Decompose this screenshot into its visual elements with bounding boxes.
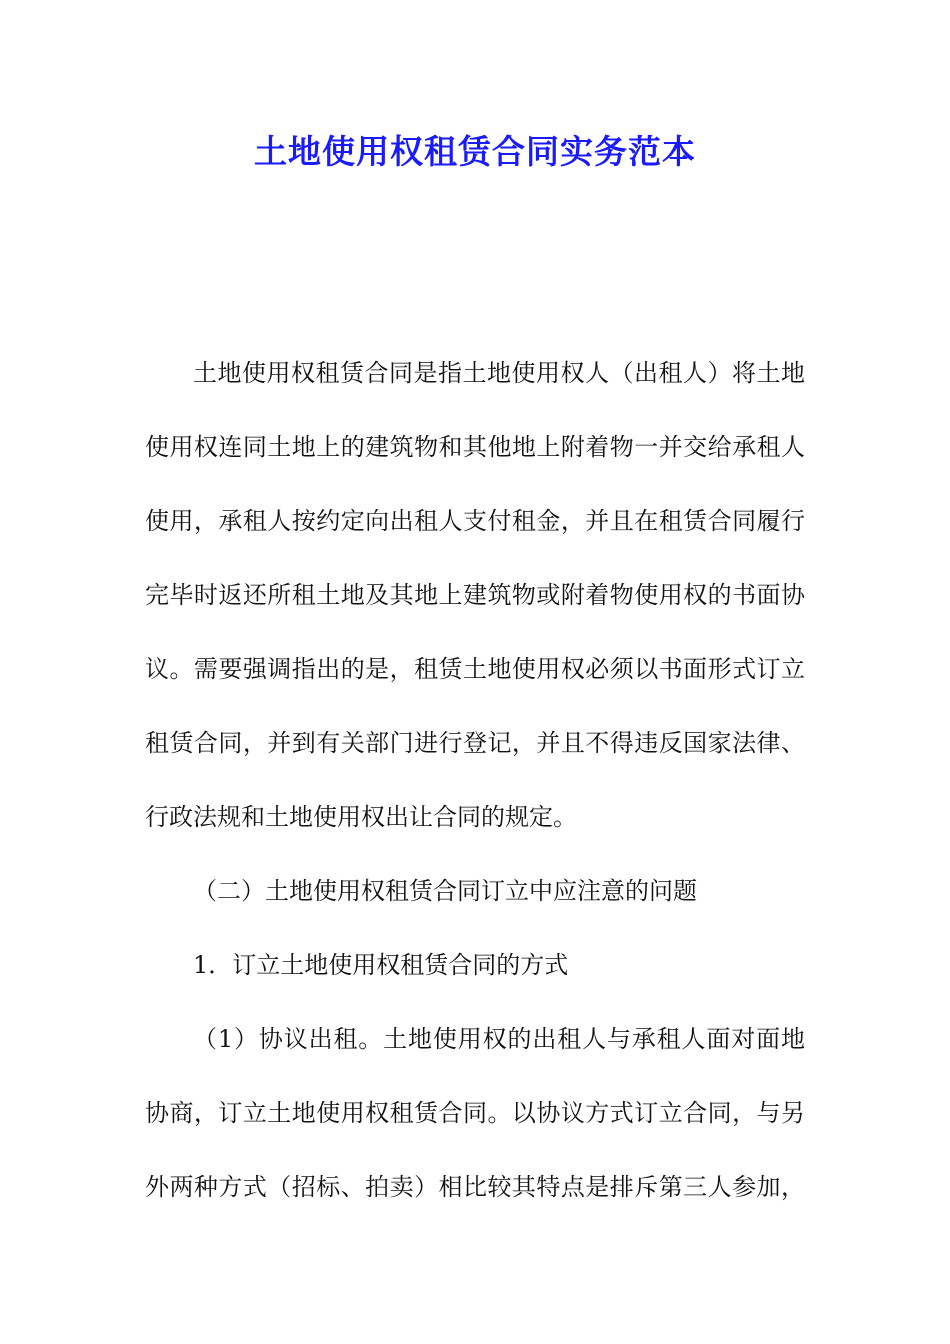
text-line: 1．订立土地使用权租赁合同的方式	[193, 951, 569, 979]
text-line: 使用权连同土地上的建筑物和其他地上附着物一并交给承租人	[145, 433, 805, 461]
text-line: 使用，承租人按约定向出租人支付租金，并且在租赁合同履行	[145, 507, 805, 535]
subsection-heading	[145, 928, 805, 1002]
paragraph-agreement-lease	[145, 1002, 805, 1224]
text-line: 土地使用权租赁合同是指土地使用权人（出租人）将土地	[193, 359, 805, 387]
text-line: 议。需要强调指出的是，租赁土地使用权必须以书面形式订立	[145, 655, 805, 683]
section-heading	[145, 854, 805, 928]
text-line: 外两种方式（招标、拍卖）相比较其特点是排斥第三人参加，	[145, 1173, 805, 1201]
paragraph-definition	[145, 336, 805, 854]
document-title: 土地使用权租赁合同实务范本	[254, 132, 696, 171]
text-line: 协商，订立土地使用权租赁合同。以协议方式订立合同，与另	[145, 1099, 805, 1127]
document-body	[145, 336, 805, 1224]
text-line: 完毕时返还所租土地及其地上建筑物或附着物使用权的书面协	[145, 581, 805, 609]
text-line: 行政法规和土地使用权出让合同的规定。	[145, 803, 577, 831]
text-line: （二）土地使用权租赁合同订立中应注意的问题	[193, 877, 697, 905]
text-line: 租赁合同，并到有关部门进行登记，并且不得违反国家法律、	[145, 729, 805, 757]
text-line: （1）协议出租。土地使用权的出租人与承租人面对面地	[193, 1025, 805, 1053]
